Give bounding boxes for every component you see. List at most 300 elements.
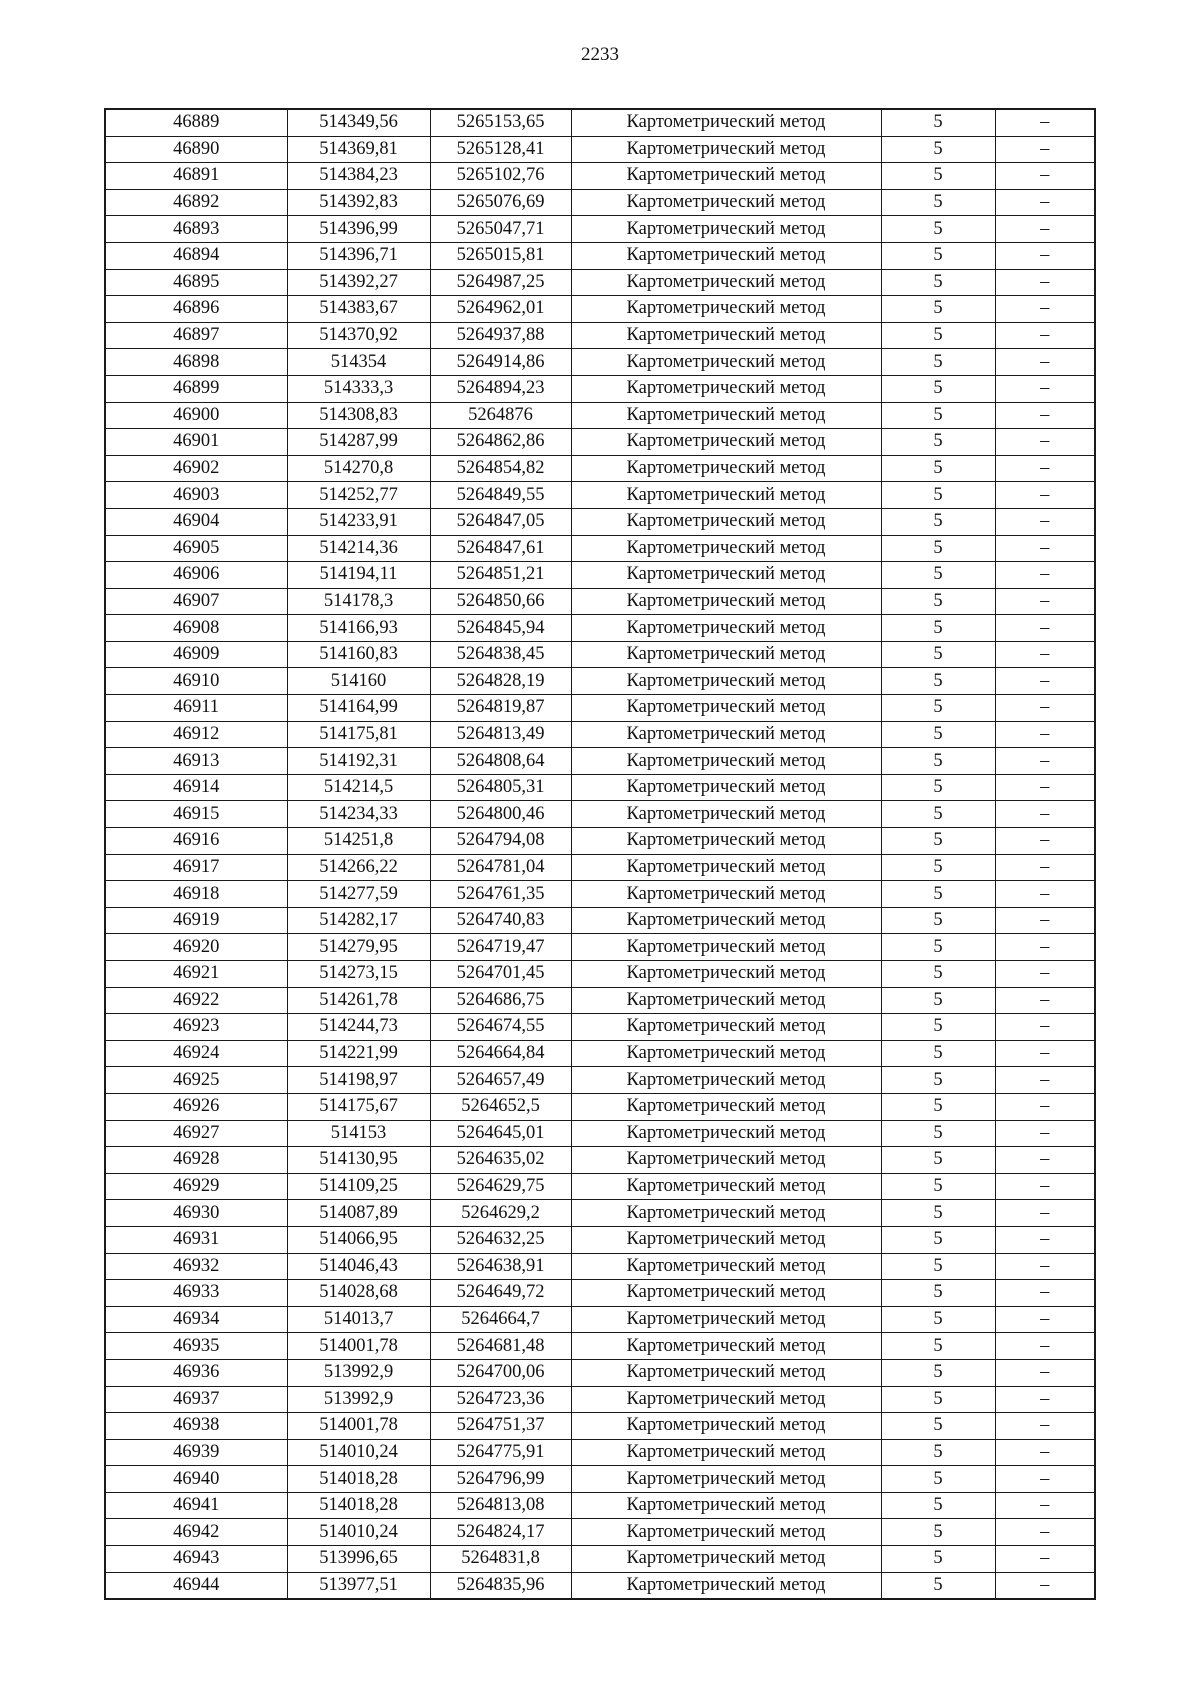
- note-cell: –: [995, 269, 1095, 296]
- point-number-cell: 46943: [105, 1546, 287, 1573]
- note-cell: –: [995, 1519, 1095, 1546]
- accuracy-cell: 5: [881, 375, 995, 402]
- point-number-cell: 46920: [105, 934, 287, 961]
- note-cell: –: [995, 136, 1095, 163]
- method-cell: Картометрический метод: [571, 774, 881, 801]
- accuracy-cell: 5: [881, 296, 995, 323]
- point-number-cell: 46919: [105, 907, 287, 934]
- table-row: [105, 1572, 1095, 1599]
- x-coordinate-cell: 514273,15: [287, 961, 430, 988]
- note-cell: –: [995, 1386, 1095, 1413]
- accuracy-cell: 5: [881, 1492, 995, 1519]
- accuracy-cell: 5: [881, 429, 995, 456]
- method-cell: Картометрический метод: [571, 1147, 881, 1174]
- method-cell: Картометрический метод: [571, 961, 881, 988]
- table-row: [105, 1280, 1095, 1307]
- accuracy-cell: 5: [881, 1439, 995, 1466]
- method-cell: Картометрический метод: [571, 1040, 881, 1067]
- x-coordinate-cell: 514018,28: [287, 1492, 430, 1519]
- method-cell: Картометрический метод: [571, 269, 881, 296]
- method-cell: Картометрический метод: [571, 854, 881, 881]
- table-row: [105, 721, 1095, 748]
- method-cell: Картометрический метод: [571, 535, 881, 562]
- table-row: [105, 854, 1095, 881]
- accuracy-cell: 5: [881, 615, 995, 642]
- note-cell: –: [995, 402, 1095, 429]
- x-coordinate-cell: 514244,73: [287, 1014, 430, 1041]
- point-number-cell: 46904: [105, 508, 287, 535]
- method-cell: Картометрический метод: [571, 1014, 881, 1041]
- method-cell: Картометрический метод: [571, 1519, 881, 1546]
- y-coordinate-cell: 5265047,71: [430, 216, 571, 243]
- table-row: [105, 1147, 1095, 1174]
- method-cell: Картометрический метод: [571, 1226, 881, 1253]
- accuracy-cell: 5: [881, 136, 995, 163]
- y-coordinate-cell: 5264700,06: [430, 1359, 571, 1386]
- method-cell: Картометрический метод: [571, 136, 881, 163]
- x-coordinate-cell: 514396,99: [287, 216, 430, 243]
- note-cell: –: [995, 189, 1095, 216]
- table-row: [105, 189, 1095, 216]
- table-row: [105, 1093, 1095, 1120]
- point-number-cell: 46895: [105, 269, 287, 296]
- note-cell: –: [995, 1173, 1095, 1200]
- point-number-cell: 46928: [105, 1147, 287, 1174]
- x-coordinate-cell: 514192,31: [287, 748, 430, 775]
- method-cell: Картометрический метод: [571, 828, 881, 855]
- note-cell: –: [995, 828, 1095, 855]
- method-cell: Картометрический метод: [571, 242, 881, 269]
- accuracy-cell: 5: [881, 721, 995, 748]
- x-coordinate-cell: 514214,36: [287, 535, 430, 562]
- method-cell: Картометрический метод: [571, 1413, 881, 1440]
- x-coordinate-cell: 513977,51: [287, 1572, 430, 1599]
- point-number-cell: 46923: [105, 1014, 287, 1041]
- accuracy-cell: 5: [881, 455, 995, 482]
- note-cell: –: [995, 961, 1095, 988]
- note-cell: –: [995, 615, 1095, 642]
- x-coordinate-cell: 514160,83: [287, 641, 430, 668]
- accuracy-cell: 5: [881, 402, 995, 429]
- accuracy-cell: 5: [881, 934, 995, 961]
- accuracy-cell: 5: [881, 668, 995, 695]
- x-coordinate-cell: 514175,67: [287, 1093, 430, 1120]
- note-cell: –: [995, 774, 1095, 801]
- note-cell: –: [995, 1067, 1095, 1094]
- point-number-cell: 46931: [105, 1226, 287, 1253]
- accuracy-cell: 5: [881, 1200, 995, 1227]
- x-coordinate-cell: 514010,24: [287, 1519, 430, 1546]
- note-cell: –: [995, 641, 1095, 668]
- x-coordinate-cell: 514349,56: [287, 109, 430, 136]
- point-number-cell: 46936: [105, 1359, 287, 1386]
- table-row: [105, 961, 1095, 988]
- accuracy-cell: 5: [881, 242, 995, 269]
- method-cell: Картометрический метод: [571, 296, 881, 323]
- note-cell: –: [995, 429, 1095, 456]
- y-coordinate-cell: 5265128,41: [430, 136, 571, 163]
- point-number-cell: 46934: [105, 1306, 287, 1333]
- note-cell: –: [995, 562, 1095, 589]
- accuracy-cell: 5: [881, 748, 995, 775]
- table-row: [105, 216, 1095, 243]
- note-cell: –: [995, 1306, 1095, 1333]
- point-number-cell: 46899: [105, 375, 287, 402]
- y-coordinate-cell: 5264847,61: [430, 535, 571, 562]
- x-coordinate-cell: 514392,83: [287, 189, 430, 216]
- y-coordinate-cell: 5264849,55: [430, 482, 571, 509]
- y-coordinate-cell: 5264847,05: [430, 508, 571, 535]
- point-number-cell: 46932: [105, 1253, 287, 1280]
- x-coordinate-cell: 514261,78: [287, 987, 430, 1014]
- point-number-cell: 46897: [105, 322, 287, 349]
- point-number-cell: 46935: [105, 1333, 287, 1360]
- table-row: [105, 987, 1095, 1014]
- x-coordinate-cell: 514279,95: [287, 934, 430, 961]
- note-cell: –: [995, 242, 1095, 269]
- note-cell: –: [995, 588, 1095, 615]
- note-cell: –: [995, 987, 1095, 1014]
- point-number-cell: 46938: [105, 1413, 287, 1440]
- y-coordinate-cell: 5265153,65: [430, 109, 571, 136]
- table-row: [105, 588, 1095, 615]
- x-coordinate-cell: 514384,23: [287, 163, 430, 190]
- y-coordinate-cell: 5264862,86: [430, 429, 571, 456]
- table-row: [105, 828, 1095, 855]
- method-cell: Картометрический метод: [571, 1253, 881, 1280]
- y-coordinate-cell: 5264719,47: [430, 934, 571, 961]
- x-coordinate-cell: 514251,8: [287, 828, 430, 855]
- x-coordinate-cell: 514214,5: [287, 774, 430, 801]
- point-number-cell: 46903: [105, 482, 287, 509]
- point-number-cell: 46912: [105, 721, 287, 748]
- y-coordinate-cell: 5264962,01: [430, 296, 571, 323]
- note-cell: –: [995, 1439, 1095, 1466]
- y-coordinate-cell: 5264629,75: [430, 1173, 571, 1200]
- table-row: [105, 375, 1095, 402]
- x-coordinate-cell: 514175,81: [287, 721, 430, 748]
- method-cell: Картометрический метод: [571, 1386, 881, 1413]
- y-coordinate-cell: 5264674,55: [430, 1014, 571, 1041]
- y-coordinate-cell: 5264987,25: [430, 269, 571, 296]
- method-cell: Картометрический метод: [571, 1492, 881, 1519]
- accuracy-cell: 5: [881, 1333, 995, 1360]
- x-coordinate-cell: 514252,77: [287, 482, 430, 509]
- point-number-cell: 46926: [105, 1093, 287, 1120]
- point-number-cell: 46900: [105, 402, 287, 429]
- point-number-cell: 46892: [105, 189, 287, 216]
- y-coordinate-cell: 5264808,64: [430, 748, 571, 775]
- accuracy-cell: 5: [881, 801, 995, 828]
- note-cell: –: [995, 1333, 1095, 1360]
- accuracy-cell: 5: [881, 961, 995, 988]
- table-row: [105, 1439, 1095, 1466]
- y-coordinate-cell: 5265076,69: [430, 189, 571, 216]
- point-number-cell: 46890: [105, 136, 287, 163]
- method-cell: Картометрический метод: [571, 641, 881, 668]
- method-cell: Картометрический метод: [571, 216, 881, 243]
- note-cell: –: [995, 1040, 1095, 1067]
- note-cell: –: [995, 1280, 1095, 1307]
- table-row: [105, 109, 1095, 136]
- accuracy-cell: 5: [881, 349, 995, 376]
- note-cell: –: [995, 1359, 1095, 1386]
- accuracy-cell: 5: [881, 535, 995, 562]
- x-coordinate-cell: 514266,22: [287, 854, 430, 881]
- note-cell: –: [995, 1147, 1095, 1174]
- y-coordinate-cell: 5264629,2: [430, 1200, 571, 1227]
- y-coordinate-cell: 5264638,91: [430, 1253, 571, 1280]
- accuracy-cell: 5: [881, 1413, 995, 1440]
- point-number-cell: 46942: [105, 1519, 287, 1546]
- x-coordinate-cell: 514282,17: [287, 907, 430, 934]
- point-number-cell: 46922: [105, 987, 287, 1014]
- method-cell: Картометрический метод: [571, 455, 881, 482]
- table-row: [105, 1040, 1095, 1067]
- table-row: [105, 1306, 1095, 1333]
- y-coordinate-cell: 5264657,49: [430, 1067, 571, 1094]
- x-coordinate-cell: 514166,93: [287, 615, 430, 642]
- method-cell: Картометрический метод: [571, 695, 881, 722]
- accuracy-cell: 5: [881, 109, 995, 136]
- y-coordinate-cell: 5264824,17: [430, 1519, 571, 1546]
- y-coordinate-cell: 5264664,7: [430, 1306, 571, 1333]
- point-number-cell: 46917: [105, 854, 287, 881]
- y-coordinate-cell: 5265015,81: [430, 242, 571, 269]
- method-cell: Картометрический метод: [571, 987, 881, 1014]
- table-row: [105, 535, 1095, 562]
- y-coordinate-cell: 5264794,08: [430, 828, 571, 855]
- x-coordinate-cell: 514001,78: [287, 1413, 430, 1440]
- point-number-cell: 46940: [105, 1466, 287, 1493]
- table-row: [105, 641, 1095, 668]
- table-row: [105, 296, 1095, 323]
- x-coordinate-cell: 513992,9: [287, 1359, 430, 1386]
- point-number-cell: 46901: [105, 429, 287, 456]
- note-cell: –: [995, 748, 1095, 775]
- table-row: [105, 774, 1095, 801]
- table-row: [105, 881, 1095, 908]
- point-number-cell: 46937: [105, 1386, 287, 1413]
- x-coordinate-cell: 514383,67: [287, 296, 430, 323]
- table-row: [105, 1546, 1095, 1573]
- method-cell: Картометрический метод: [571, 562, 881, 589]
- method-cell: Картометрический метод: [571, 801, 881, 828]
- point-number-cell: 46913: [105, 748, 287, 775]
- method-cell: Картометрический метод: [571, 402, 881, 429]
- point-number-cell: 46894: [105, 242, 287, 269]
- y-coordinate-cell: 5264838,45: [430, 641, 571, 668]
- x-coordinate-cell: 514160: [287, 668, 430, 695]
- accuracy-cell: 5: [881, 1359, 995, 1386]
- y-coordinate-cell: 5264813,08: [430, 1492, 571, 1519]
- x-coordinate-cell: 514028,68: [287, 1280, 430, 1307]
- table-row: [105, 242, 1095, 269]
- y-coordinate-cell: 5264635,02: [430, 1147, 571, 1174]
- accuracy-cell: 5: [881, 508, 995, 535]
- point-number-cell: 46891: [105, 163, 287, 190]
- y-coordinate-cell: 5264828,19: [430, 668, 571, 695]
- table-row: [105, 907, 1095, 934]
- x-coordinate-cell: 514194,11: [287, 562, 430, 589]
- accuracy-cell: 5: [881, 588, 995, 615]
- y-coordinate-cell: 5264761,35: [430, 881, 571, 908]
- y-coordinate-cell: 5264775,91: [430, 1439, 571, 1466]
- accuracy-cell: 5: [881, 774, 995, 801]
- accuracy-cell: 5: [881, 1253, 995, 1280]
- accuracy-cell: 5: [881, 163, 995, 190]
- table-row: [105, 934, 1095, 961]
- method-cell: Картометрический метод: [571, 721, 881, 748]
- x-coordinate-cell: 513992,9: [287, 1386, 430, 1413]
- y-coordinate-cell: 5264813,49: [430, 721, 571, 748]
- accuracy-cell: 5: [881, 269, 995, 296]
- note-cell: –: [995, 163, 1095, 190]
- point-number-cell: 46930: [105, 1200, 287, 1227]
- y-coordinate-cell: 5264649,72: [430, 1280, 571, 1307]
- note-cell: –: [995, 1120, 1095, 1147]
- y-coordinate-cell: 5264632,25: [430, 1226, 571, 1253]
- note-cell: –: [995, 1093, 1095, 1120]
- accuracy-cell: 5: [881, 881, 995, 908]
- table-row: [105, 322, 1095, 349]
- method-cell: Картометрический метод: [571, 1120, 881, 1147]
- x-coordinate-cell: 514013,7: [287, 1306, 430, 1333]
- note-cell: –: [995, 801, 1095, 828]
- accuracy-cell: 5: [881, 482, 995, 509]
- note-cell: –: [995, 375, 1095, 402]
- y-coordinate-cell: 5264681,48: [430, 1333, 571, 1360]
- y-coordinate-cell: 5264796,99: [430, 1466, 571, 1493]
- method-cell: Картометрический метод: [571, 1333, 881, 1360]
- note-cell: –: [995, 216, 1095, 243]
- method-cell: Картометрический метод: [571, 907, 881, 934]
- method-cell: Картометрический метод: [571, 322, 881, 349]
- table-row: [105, 1173, 1095, 1200]
- accuracy-cell: 5: [881, 1280, 995, 1307]
- point-number-cell: 46902: [105, 455, 287, 482]
- table-row: [105, 136, 1095, 163]
- x-coordinate-cell: 514087,89: [287, 1200, 430, 1227]
- x-coordinate-cell: 514066,95: [287, 1226, 430, 1253]
- y-coordinate-cell: 5264805,31: [430, 774, 571, 801]
- note-cell: –: [995, 109, 1095, 136]
- x-coordinate-cell: 514277,59: [287, 881, 430, 908]
- point-number-cell: 46915: [105, 801, 287, 828]
- table-row: [105, 455, 1095, 482]
- x-coordinate-cell: 514333,3: [287, 375, 430, 402]
- x-coordinate-cell: 514130,95: [287, 1147, 430, 1174]
- point-number-cell: 46906: [105, 562, 287, 589]
- y-coordinate-cell: 5264937,88: [430, 322, 571, 349]
- x-coordinate-cell: 514234,33: [287, 801, 430, 828]
- table-row: [105, 1253, 1095, 1280]
- method-cell: Картометрический метод: [571, 508, 881, 535]
- method-cell: Картометрический метод: [571, 1173, 881, 1200]
- table-row: [105, 1120, 1095, 1147]
- table-row: [105, 163, 1095, 190]
- note-cell: –: [995, 482, 1095, 509]
- x-coordinate-cell: 514010,24: [287, 1439, 430, 1466]
- method-cell: Картометрический метод: [571, 1466, 881, 1493]
- note-cell: –: [995, 1226, 1095, 1253]
- table-row: [105, 1226, 1095, 1253]
- y-coordinate-cell: 5264850,66: [430, 588, 571, 615]
- accuracy-cell: 5: [881, 189, 995, 216]
- y-coordinate-cell: 5264819,87: [430, 695, 571, 722]
- x-coordinate-cell: 513996,65: [287, 1546, 430, 1573]
- y-coordinate-cell: 5264851,21: [430, 562, 571, 589]
- x-coordinate-cell: 514198,97: [287, 1067, 430, 1094]
- table-row: [105, 1386, 1095, 1413]
- point-number-cell: 46910: [105, 668, 287, 695]
- point-number-cell: 46944: [105, 1572, 287, 1599]
- accuracy-cell: 5: [881, 1386, 995, 1413]
- x-coordinate-cell: 514153: [287, 1120, 430, 1147]
- y-coordinate-cell: 5264740,83: [430, 907, 571, 934]
- method-cell: Картометрический метод: [571, 349, 881, 376]
- accuracy-cell: 5: [881, 1040, 995, 1067]
- accuracy-cell: 5: [881, 1466, 995, 1493]
- method-cell: Картометрический метод: [571, 1093, 881, 1120]
- method-cell: Картометрический метод: [571, 615, 881, 642]
- table-row: [105, 1200, 1095, 1227]
- method-cell: Картометрический метод: [571, 934, 881, 961]
- x-coordinate-cell: 514370,92: [287, 322, 430, 349]
- accuracy-cell: 5: [881, 907, 995, 934]
- y-coordinate-cell: 5264831,8: [430, 1546, 571, 1573]
- method-cell: Картометрический метод: [571, 1439, 881, 1466]
- point-number-cell: 46898: [105, 349, 287, 376]
- x-coordinate-cell: 514018,28: [287, 1466, 430, 1493]
- y-coordinate-cell: 5264800,46: [430, 801, 571, 828]
- table-row: [105, 508, 1095, 535]
- x-coordinate-cell: 514001,78: [287, 1333, 430, 1360]
- x-coordinate-cell: 514109,25: [287, 1173, 430, 1200]
- coordinates-table: [104, 108, 1096, 1600]
- point-number-cell: 46918: [105, 881, 287, 908]
- accuracy-cell: 5: [881, 987, 995, 1014]
- accuracy-cell: 5: [881, 1226, 995, 1253]
- y-coordinate-cell: 5264645,01: [430, 1120, 571, 1147]
- accuracy-cell: 5: [881, 1067, 995, 1094]
- x-coordinate-cell: 514287,99: [287, 429, 430, 456]
- note-cell: –: [995, 881, 1095, 908]
- y-coordinate-cell: 5264845,94: [430, 615, 571, 642]
- accuracy-cell: 5: [881, 216, 995, 243]
- x-coordinate-cell: 514369,81: [287, 136, 430, 163]
- method-cell: Картометрический метод: [571, 881, 881, 908]
- note-cell: –: [995, 1492, 1095, 1519]
- point-number-cell: 46889: [105, 109, 287, 136]
- point-number-cell: 46908: [105, 615, 287, 642]
- table-row: [105, 1413, 1095, 1440]
- table-row: [105, 269, 1095, 296]
- accuracy-cell: 5: [881, 1572, 995, 1599]
- point-number-cell: 46905: [105, 535, 287, 562]
- x-coordinate-cell: 514308,83: [287, 402, 430, 429]
- y-coordinate-cell: 5264652,5: [430, 1093, 571, 1120]
- point-number-cell: 46933: [105, 1280, 287, 1307]
- note-cell: –: [995, 349, 1095, 376]
- y-coordinate-cell: 5264854,82: [430, 455, 571, 482]
- method-cell: Картометрический метод: [571, 429, 881, 456]
- note-cell: –: [995, 721, 1095, 748]
- x-coordinate-cell: 514046,43: [287, 1253, 430, 1280]
- table-row: [105, 668, 1095, 695]
- y-coordinate-cell: 5265102,76: [430, 163, 571, 190]
- y-coordinate-cell: 5264701,45: [430, 961, 571, 988]
